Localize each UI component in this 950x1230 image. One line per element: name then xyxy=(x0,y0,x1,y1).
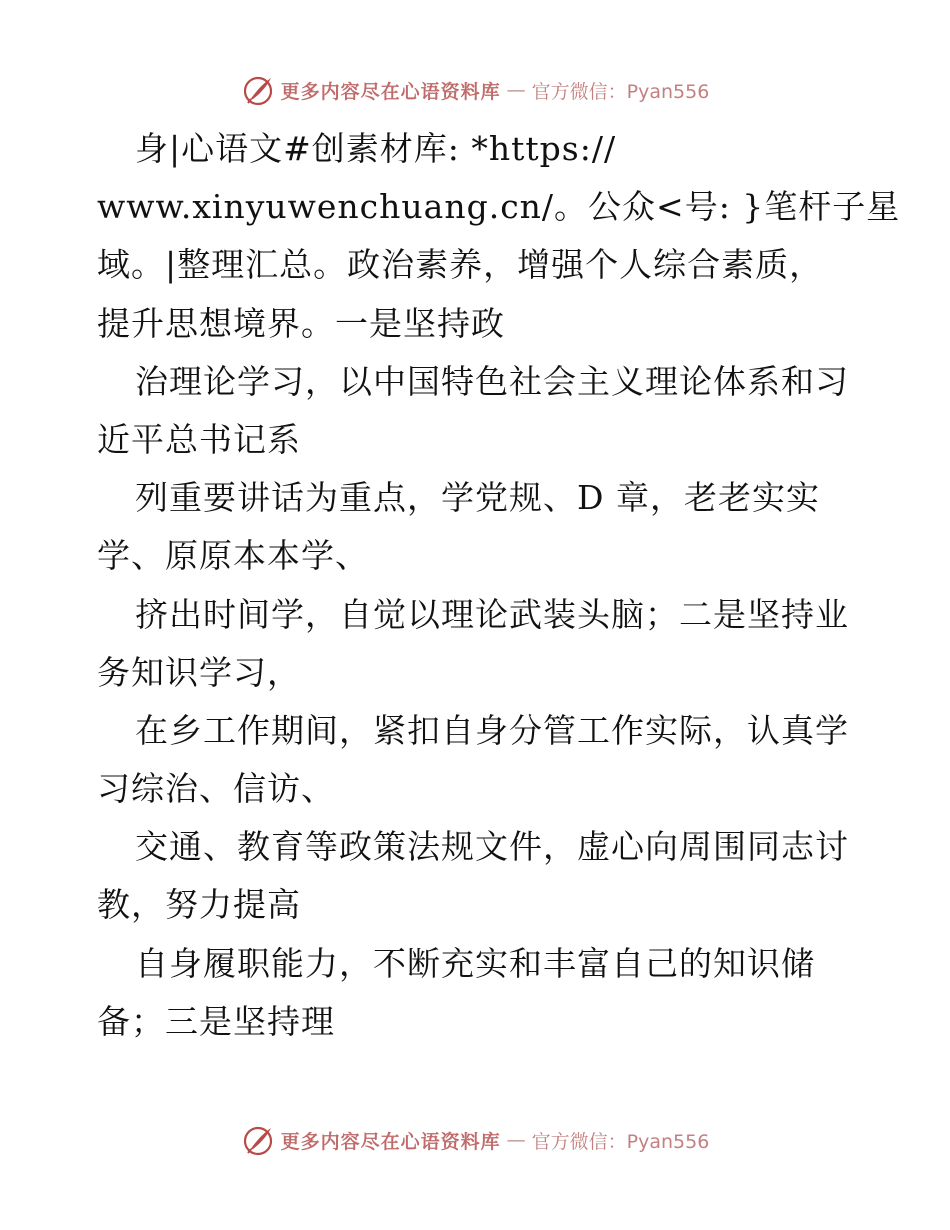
body-line: 挤出时间学，自觉以理论武装头脑；二是坚持业 xyxy=(135,594,849,634)
header-watermark-wechat: 官方微信：Pyan556 xyxy=(531,80,710,103)
body-line: 交通、教育等政策法规文件，虚心向周围同志讨 xyxy=(135,827,849,867)
header-watermark-text: 更多内容尽在心语资料库 xyxy=(280,80,501,103)
body-line: 习综治、信访、 xyxy=(97,769,335,809)
header-watermark-dash: — xyxy=(506,79,526,101)
body-line: 自身履职能力，不断充实和丰富自己的知识储 xyxy=(135,943,815,983)
body-line: 身|心语文#创素材库: *https:// xyxy=(135,129,617,168)
document-body xyxy=(97,120,901,1051)
quill-logo-icon xyxy=(241,1123,275,1157)
header-watermark-content xyxy=(241,73,710,107)
quill-logo-icon xyxy=(241,73,275,107)
header-watermark-banner xyxy=(0,70,950,110)
body-line: 备；三是坚持理 xyxy=(97,1001,335,1041)
body-line: 域。|整理汇总。政治素养，增强个人综合素质， xyxy=(97,245,824,285)
body-line: 列重要讲话为重点，学党规、D 章，老老实实 xyxy=(135,478,820,518)
footer-watermark-wechat: 官方微信：Pyan556 xyxy=(531,1130,710,1153)
footer-watermark-content xyxy=(241,1123,710,1157)
footer-watermark-dash: — xyxy=(506,1129,526,1151)
footer-watermark-text: 更多内容尽在心语资料库 xyxy=(280,1130,501,1153)
body-line: 务知识学习， xyxy=(97,652,301,692)
body-line: 教，努力提高 xyxy=(97,885,301,925)
body-line: 在乡工作期间，紧扣自身分管工作实际，认真学 xyxy=(135,710,849,750)
footer-watermark-banner xyxy=(0,1120,950,1160)
body-line: 治理论学习，以中国特色社会主义理论体系和习 xyxy=(135,361,849,401)
body-line: 提升思想境界。一是坚持政 xyxy=(97,303,505,343)
body-line: 学、原原本本学、 xyxy=(97,536,369,576)
body-line: www.xinyuwenchuang.cn/。公众<号: }笔杆子星 xyxy=(97,187,901,227)
body-line: 近平总书记系 xyxy=(97,419,301,459)
